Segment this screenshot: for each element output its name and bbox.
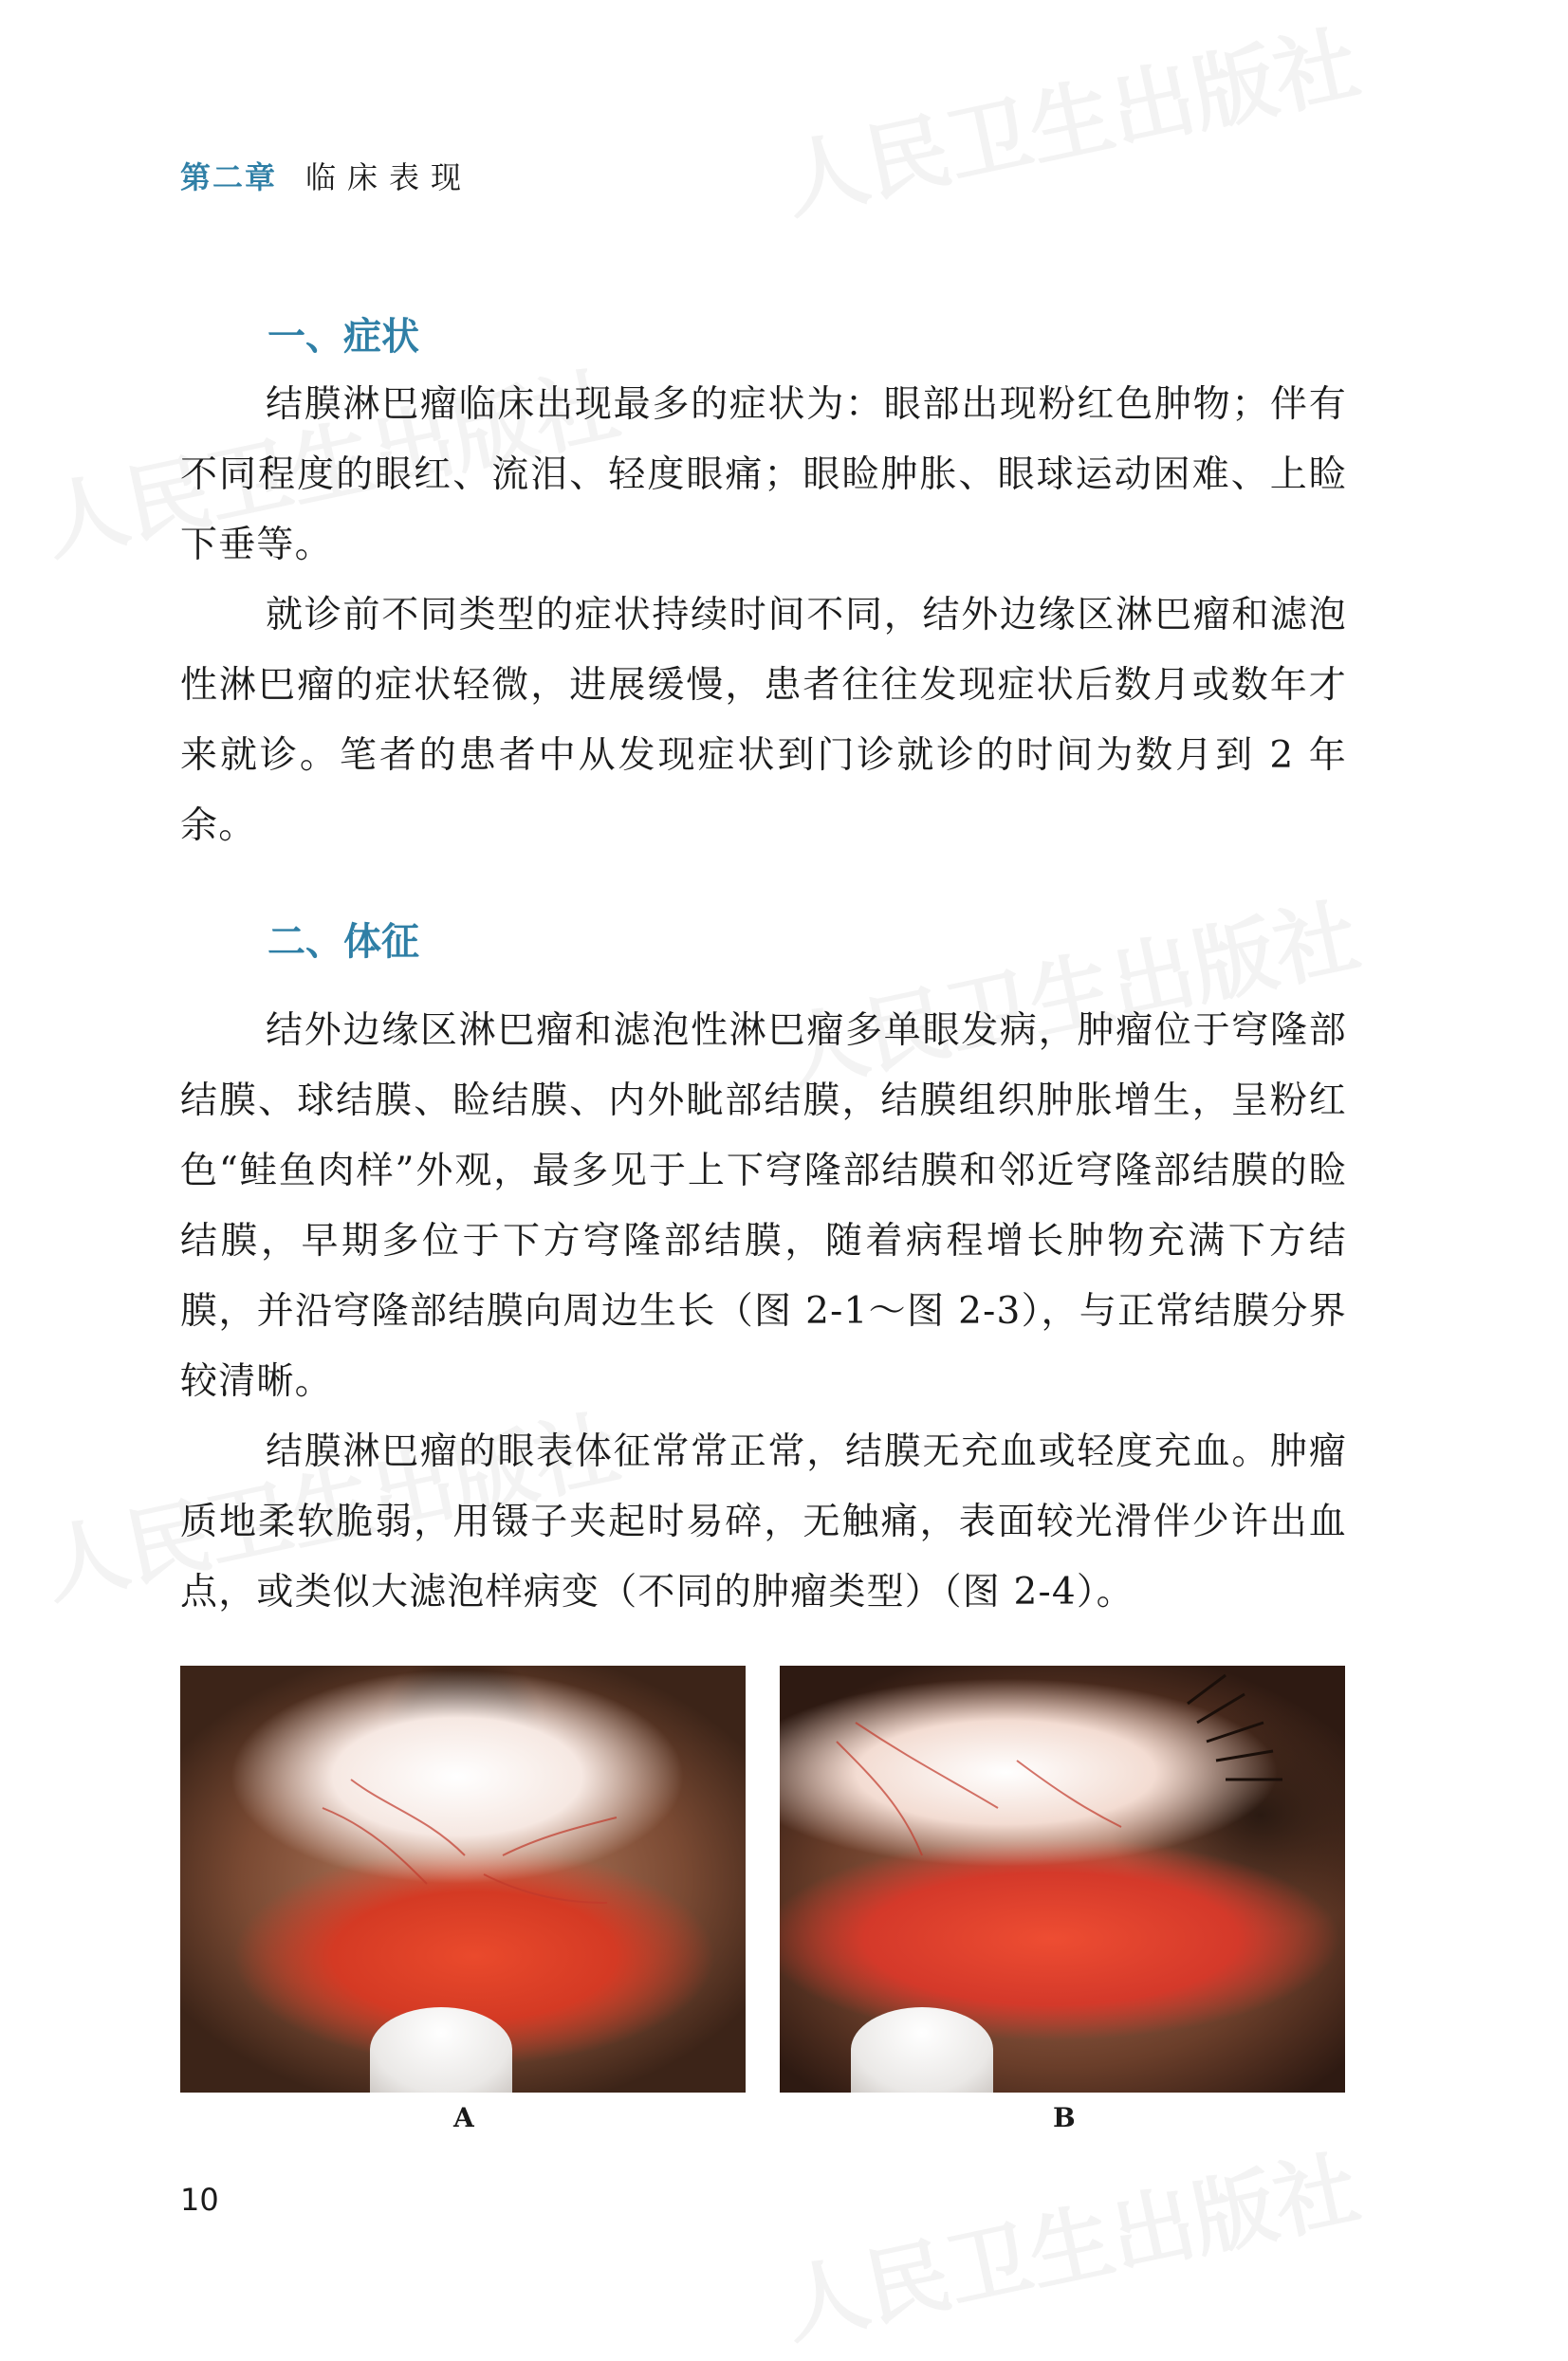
paragraph: 结外边缘区淋巴瘤和滤泡性淋巴瘤多单眼发病，肿瘤位于穹隆部结膜、球结膜、睑结膜、内外眦部结膜，结膜组织肿胀增生，呈粉红色“鲑鱼肉样”外观，最多见于上下穹隆部结膜和邻近穹隆部结膜的睑结膜，早期多位于下方穹隆部结膜，随着病程增长肿物充满下方结膜，并沿穹隆部结膜向周边生长（图 2-1～图 2-3），与正常结膜分界较清晰。 bbox=[180, 1009, 1347, 1403]
section-heading-signs: 二、体征 bbox=[267, 920, 419, 964]
watermark bbox=[772, 0, 1369, 236]
paragraph: 结膜淋巴瘤的眼表体征常常正常，结膜无充血或轻度充血。肿瘤质地柔软脆弱，用镊子夹起时易碎，无触痛，表面较光滑伴少许出血点，或类似大滤泡样病变（不同的肿瘤类型）（图 2-4）。 bbox=[180, 1430, 1347, 1614]
figure-eye-photos bbox=[180, 1666, 1345, 2093]
paragraph: 结膜淋巴瘤临床出现最多的症状为：眼部出现粉红色肿物；伴有不同程度的眼红、流泪、轻度眼痛；眼睑肿胀、眼球运动困难、上睑下垂等。 bbox=[180, 383, 1347, 566]
chapter-label: 第二章 bbox=[180, 159, 278, 195]
figure-caption-b: B bbox=[1053, 2102, 1076, 2133]
eye-photo-a bbox=[180, 1666, 746, 2093]
eye-photo-b bbox=[780, 1666, 1345, 2093]
paragraph: 就诊前不同类型的症状持续时间不同，结外边缘区淋巴瘤和滤泡性淋巴瘤的症状轻微，进展缓慢，患者往往发现症状后数月或数年才来就诊。笔者的患者中从发现症状到门诊就诊的时间为数月到 2 年余。 bbox=[180, 594, 1347, 847]
page-number: 10 bbox=[180, 2182, 219, 2218]
cotton-swab bbox=[851, 2007, 993, 2093]
figure-caption-a: A bbox=[453, 2102, 474, 2133]
section-heading-symptoms: 一、症状 bbox=[267, 315, 419, 359]
chapter-title: 临床表现 bbox=[305, 159, 473, 195]
watermark bbox=[772, 2122, 1369, 2360]
section-signs bbox=[180, 996, 1347, 1628]
running-header bbox=[180, 154, 472, 197]
main-content bbox=[180, 304, 1347, 1628]
section-symptoms bbox=[180, 370, 1347, 861]
cotton-swab bbox=[370, 2007, 512, 2093]
